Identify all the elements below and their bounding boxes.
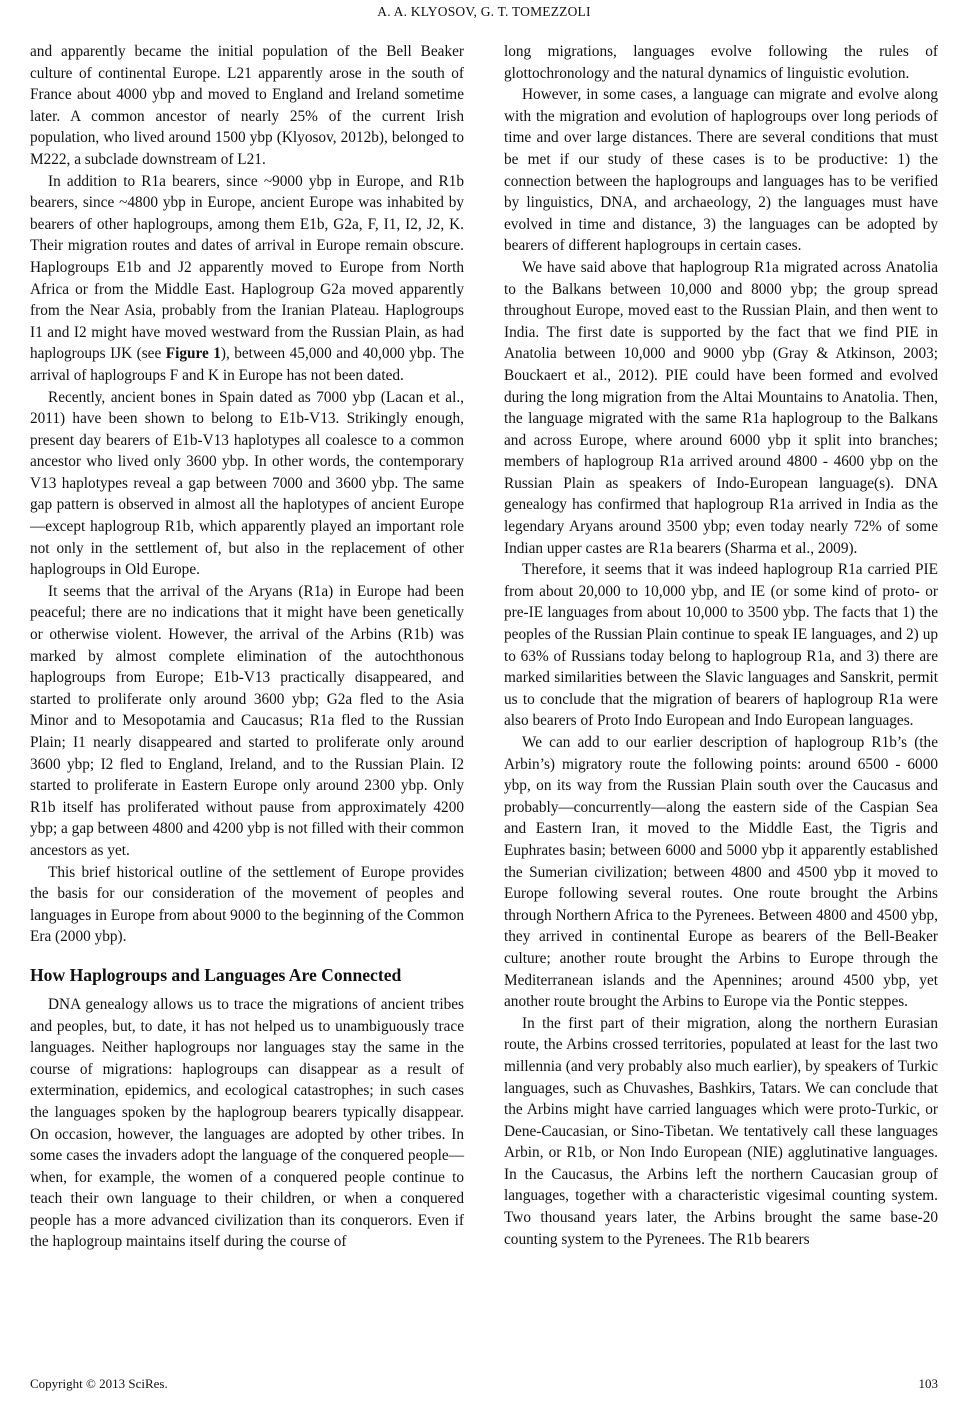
paragraph: We have said above that haplogroup R1a migrated across Anatolia to the Balkans between 10,000 and 8000 ybp; the group spread throughout Europe, moved east to the Russian Plain, and then went to India. The first date is supported by the fact that we find PIE in Anatolia between 10,000 and 9000 ybp (Gray & Atkinson, 2003; Bouckaert et al., 2012). PIE could have been formed and evolved during the long migration from the Altai Mountains to Anatolia. Then, the language migrated with the same R1a haplogroup to the Balkans and across Europe, where around 6000 ybp it split into branches; members of haplogroup R1a arrived around 4800 - 4600 ybp on the Russian Plain as speakers of Indo-European language(s). DNA genealogy has confirmed that haplogroup R1a arrived in India as the legendary Aryans around 3500 ybp; even today nearly 72% of some Indian upper castes are R1a bearers (Sharma et al., 2009). [504, 258, 938, 557]
left-column [30, 41, 464, 1253]
paragraph: and apparently became the initial population of the Bell Beaker culture of continental Europe. L21 apparently arose in the south of France about 4000 ybp and moved to England and Ireland sometime later. A common ancestor of nearly 25% of the current Irish population, who lived around 1500 ybp (Klyosov, 2012b), belonged to M222, a subclade downstream of L21. [30, 43, 464, 168]
copyright-notice: Copyright © 2013 SciRes. [30, 1376, 168, 1391]
paragraph: It seems that the arrival of the Aryans (R1a) in Europe had been peaceful; there are no indications that it might have been genetically or otherwise violent. However, the arrival of the Arbins (R1b) was marked by almost complete elimination of the autochthonous haplogroups from Europe; E1b-V13 practically disappeared, and started to proliferate only around 3600 ybp; G2a fled to the Asia Minor and to Mesopotamia and Caucasus; R1a fled to the Russian Plain; I1 nearly disappeared and started to proliferate only around 3600 ybp; I2 fled to England, Ireland, and to the Russian Plain. I2 started to proliferate in Eastern Europe only around 2300 ybp. Only R1b itself has proliferated without pause from approximately 4200 ybp; a gap between 4800 and 4200 ybp is not filled with their common ancestors as yet. [30, 582, 464, 859]
paragraph: In the first part of their migration, along the northern Eurasian route, the Arbins crossed territories, populated at least for the last two millennia (and very probably also much earlier), by speakers of Turkic languages, such as Chuvashes, Bashkirs, Tatars. We can conclude that the Arbins might have carried languages which were proto-Turkic, or Dene-Caucasian, or Sino-Tibetan. We tentatively call these languages Arbin, or R1b, or Non Indo European (NIE) agglutinative languages. In the Caucasus, the Arbins left the northern Caucasian group of languages, together with a characteristic vigesimal counting system. Two thousand years later, the Arbins brought the same base-20 counting system to the Pyrenees. The R1b bearers [504, 1014, 938, 1248]
figure-link[interactable]: Figure 1 [165, 345, 221, 363]
running-head: A. A. KLYOSOV, G. T. TOMEZZOLI [377, 4, 591, 19]
page-number: 103 [918, 1376, 938, 1391]
paragraph [30, 171, 464, 387]
right-column [504, 41, 938, 1250]
paragraph-text: In addition to R1a bearers, since ~9000 ybp in Europe, and R1b bearers, since ~4800 ybp in Europe, ancient Europe was inhabited by bearers of other haplogroups, among them E1b, G2a, F, I1, I2, J2, K. Their migration routes and dates of arrival in Europe remain obscure. Haplogroups E1b and J2 apparently moved to Europe from North Africa or from the Middle East. Haplogroup G2a moved apparently from the Near Asia, probably from the Iranian Plateau. Haplogroups I1 and I2 might have moved westward from the Russian Plain, as had haplogroups IJK (see [30, 172, 464, 363]
section-heading: How Haplogroups and Languages Are Connected [30, 964, 402, 985]
paragraph: DNA genealogy allows us to trace the migrations of ancient tribes and peoples, but, to date, it has not helped us to unambiguously trace languages. Neither haplogroups nor languages stay the same in the course of migrations: haplogroups can disappear as a result of extermination, epidemics, and ecological catastrophes; in such cases the languages spoken by the haplogroup bearers typically disappear. On occasion, however, the languages are adopted by other tribes. In some cases the invaders adopt the language of the conquered people—when, for example, the women of a conquered people continue to teach their own language to their children, or when a conquered people has a more advanced civilization than its conquerors. Even if the haplogroup maintains itself during the course of [30, 995, 464, 1251]
paragraph: Therefore, it seems that it was indeed haplogroup R1a carried PIE from about 20,000 to 10,000 ybp, and IE (or some kind of proto- or pre-IE languages from about 10,000 to 3500 ybp. The facts that 1) the peoples of the Russian Plain continue to speak IE languages, and 2) up to 63% of Russians today belong to haplogroup R1a, and 3) there are marked similarities between the Slavic languages and Sanskrit, permit us to conclude that the migration of bearers of haplogroup R1a were also bearers of Proto Indo European and Indo European languages. [504, 561, 938, 730]
paragraph: long migrations, languages evolve following the rules of glottochronology and the natural dynamics of linguistic evolution. [504, 43, 938, 82]
paragraph: However, in some cases, a language can migrate and evolve along with the migration and evolution of haplogroups over long periods of time and over large distances. There are several conditions that must be met if our study of these cases is to be productive: 1) the connection between the haplogroups and languages has to be verified by linguistics, DNA, and archaeology, 2) the languages must have evolved in time and distance, 3) the languages can be adopted by bearers of different haplogroups in certain cases. [504, 86, 938, 255]
paragraph: This brief historical outline of the settlement of Europe provides the basis for our consideration of the movement of peoples and languages in Europe from about 9000 to the beginning of the Common Era (2000 ybp). [30, 863, 464, 946]
paragraph: Recently, ancient bones in Spain dated as 7000 ybp (Lacan et al., 2011) have been shown to belong to E1b-V13. Strikingly enough, present day bearers of E1b-V13 haplotypes all coalesce to a common ancestor who lived only 3600 ybp. In other words, the contemporary V13 haplotypes reveal a gap between 7000 and 3600 ybp. The same gap pattern is observed in almost all the haplotypes of ancient Europe—except haplogroup R1b, which apparently played an important role not only in the settlement of, but also in the replacement of other haplogroups in Old Europe. [30, 388, 464, 579]
paragraph: We can add to our earlier description of haplogroup R1b’s (the Arbin’s) migratory route the following points: around 6500 - 6000 ybp, on its way from the Russian Plain south over the Caucasus and probably—concurrently—along the eastern side of the Caspian Sea and Eastern Iran, it moved to the Middle East, the Tigris and Euphrates basin; between 6000 and 5000 ybp it apparently established the Sumerian civilization; between 4800 and 4500 ybp it moved to Europe following several routes. One route brought the Arbins through Northern Africa to the Pyrenees. Between 4800 and 4500 ybp, they arrived in continental Europe as bearers of the Bell-Beaker culture; another route brought the Arbins to Europe through the Mediterranean islands and the Apennines; around 4500 ybp, yet another route brought the Arbins to Europe via the Pontic steppes. [504, 734, 938, 1011]
paragraph-text: ), between 45,000 and 40,000 ybp. The arrival of haplogroups F and K in Europe has not been dated. [30, 345, 464, 384]
